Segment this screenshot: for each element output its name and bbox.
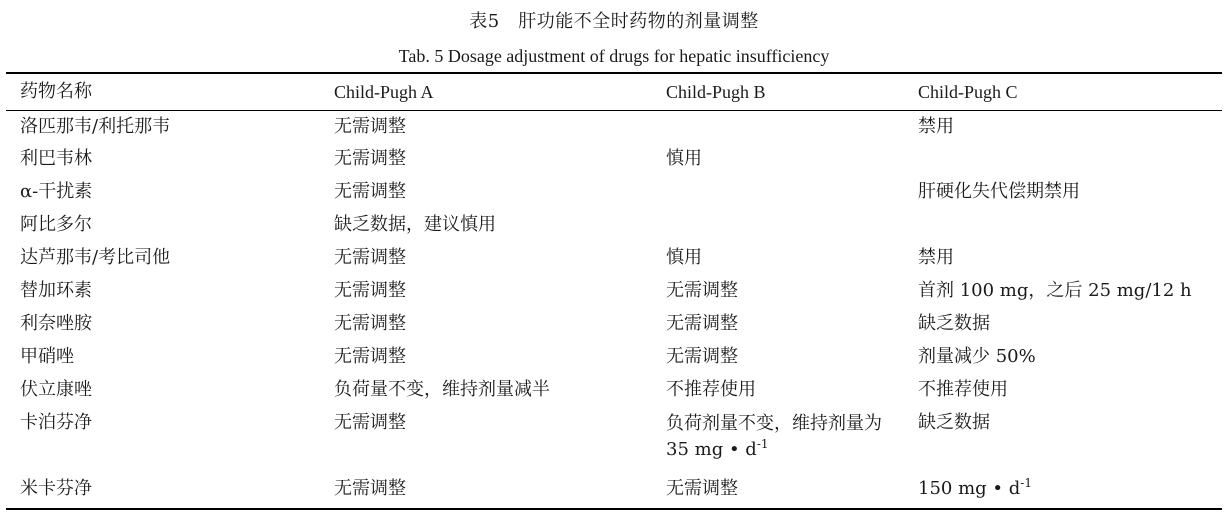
cell-child-pugh-a: 无需调整 — [334, 247, 406, 268]
cell-child-pugh-b-main: 负荷剂量不变，维持剂量为 35 mg • d — [666, 413, 882, 460]
cell-child-pugh-a: 缺乏数据，建议慎用 — [334, 214, 496, 235]
table-caption-chinese: 表5 肝功能不全时药物的剂量调整 — [469, 11, 759, 32]
cell-child-pugh-a: 负荷量不变，维持剂量减半 — [334, 379, 550, 400]
cell-child-pugh-b: 无需调整 — [666, 280, 738, 301]
table-header-row — [6, 74, 1222, 110]
cell-child-pugh-b: 无需调整 — [666, 346, 738, 367]
table-caption-english: Tab. 5 Dosage adjustment of drugs for hepatic insufficiency — [398, 46, 830, 66]
cell-child-pugh-c — [904, 473, 1222, 506]
cell-child-pugh-c — [904, 209, 1222, 242]
cell-child-pugh-c: 肝硬化失代偿期禁用 — [918, 181, 1080, 202]
cell-drug: 甲硝唑 — [20, 346, 74, 367]
table-row — [6, 341, 1222, 374]
cell-child-pugh-b: 无需调整 — [666, 478, 738, 499]
cell-child-pugh-c: 首剂 100 mg，之后 25 mg/12 h — [918, 280, 1192, 301]
cell-child-pugh-c — [904, 143, 1222, 176]
table-row — [6, 473, 1222, 506]
cell-child-pugh-b: 无需调整 — [666, 313, 738, 334]
cell-drug: 利奈唑胺 — [20, 313, 92, 334]
cell-child-pugh-c: 剂量减少 50% — [918, 346, 1036, 367]
table-row — [6, 143, 1222, 176]
cell-child-pugh-b — [652, 209, 904, 242]
cell-drug: 阿比多尔 — [20, 214, 92, 235]
header-drug-name: 药物名称 — [20, 81, 92, 102]
cell-drug: 洛匹那韦/利托那韦 — [20, 116, 171, 137]
cell-child-pugh-a: 无需调整 — [334, 313, 406, 334]
header-child-pugh-b: Child-Pugh B — [666, 82, 766, 102]
cell-drug: 达芦那韦/考比司他 — [20, 247, 171, 268]
table-bottom-rule — [6, 508, 1222, 510]
header-child-pugh-c: Child-Pugh C — [918, 82, 1018, 102]
cell-child-pugh-c-main: 150 mg • d — [918, 478, 1021, 499]
dosage-adjustment-table — [6, 74, 1222, 506]
cell-drug: α-干扰素 — [20, 181, 93, 202]
cell-child-pugh-a: 无需调整 — [334, 478, 406, 499]
cell-child-pugh-c: 禁用 — [918, 116, 954, 137]
table-row — [6, 242, 1222, 275]
cell-child-pugh-b: 不推荐使用 — [666, 379, 756, 400]
cell-child-pugh-a: 无需调整 — [334, 116, 406, 137]
table-row — [6, 407, 1222, 473]
table-row — [6, 209, 1222, 242]
cell-child-pugh-c: 缺乏数据 — [918, 313, 990, 334]
cell-child-pugh-c: 不推荐使用 — [918, 379, 1008, 400]
table-row — [6, 308, 1222, 341]
cell-child-pugh-b — [652, 407, 904, 473]
table-row — [6, 110, 1222, 143]
cell-drug: 卡泊芬净 — [20, 412, 92, 433]
cell-child-pugh-c: 禁用 — [918, 247, 954, 268]
cell-child-pugh-b: 慎用 — [666, 148, 702, 169]
table-row — [6, 374, 1222, 407]
cell-child-pugh-a: 无需调整 — [334, 148, 406, 169]
cell-child-pugh-b — [652, 176, 904, 209]
cell-child-pugh-b-superscript: -1 — [756, 437, 769, 451]
cell-child-pugh-c: 缺乏数据 — [918, 412, 990, 433]
cell-child-pugh-b: 慎用 — [666, 247, 702, 268]
cell-child-pugh-a: 无需调整 — [334, 346, 406, 367]
cell-child-pugh-b-text — [666, 411, 886, 463]
cell-drug: 利巴韦林 — [20, 148, 92, 169]
cell-child-pugh-a: 无需调整 — [334, 181, 406, 202]
cell-drug: 米卡芬净 — [20, 478, 92, 499]
cell-drug: 伏立康唑 — [20, 379, 92, 400]
table-row — [6, 176, 1222, 209]
cell-child-pugh-b — [652, 110, 904, 143]
cell-child-pugh-a: 无需调整 — [334, 412, 406, 433]
table-row — [6, 275, 1222, 308]
cell-child-pugh-c-superscript: -1 — [1020, 476, 1032, 490]
cell-child-pugh-a: 无需调整 — [334, 280, 406, 301]
cell-drug: 替加环素 — [20, 280, 92, 301]
header-child-pugh-a: Child-Pugh A — [334, 82, 434, 102]
